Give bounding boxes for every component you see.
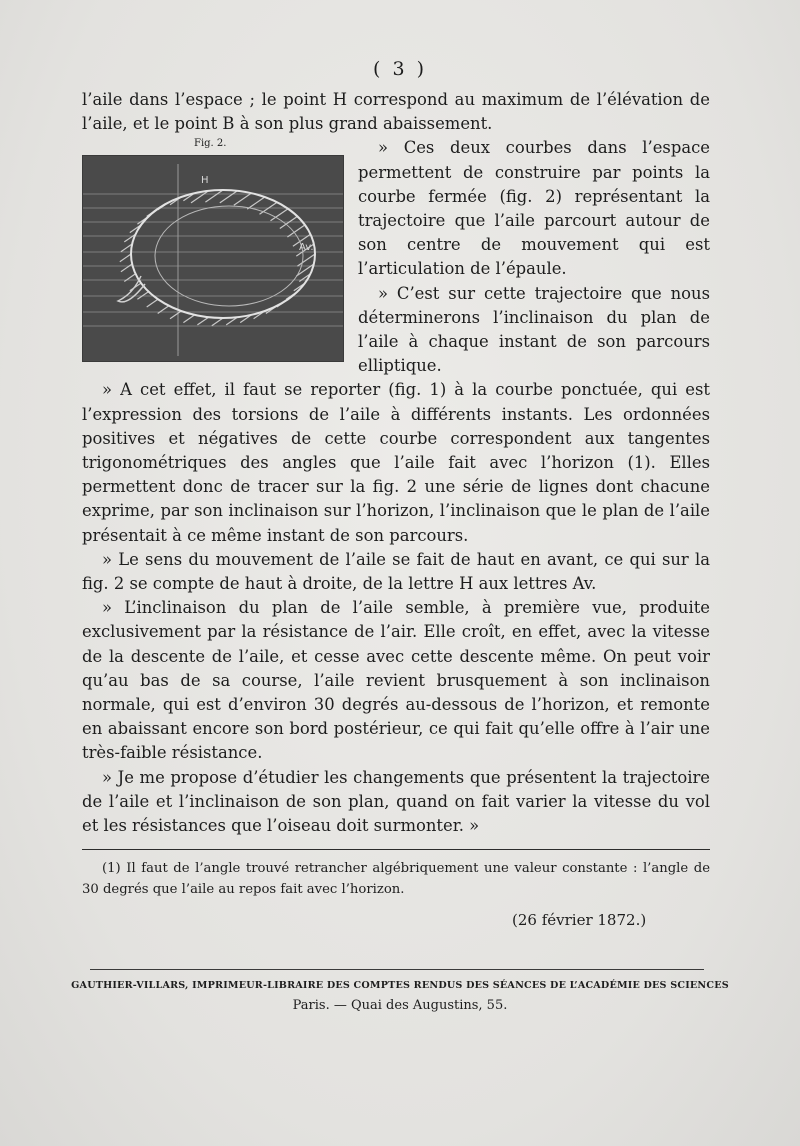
- imprint-divider: [90, 969, 704, 970]
- figure-2: [82, 136, 346, 362]
- date-line: (26 février 1872.): [512, 911, 647, 929]
- footnote: (1) Il faut de l’angle trouvé retrancher algébriquement une valeur constante : l’angle de 30 degrés que l’aile au repos fait avec l’horizon.: [82, 861, 710, 897]
- paragraph-4: » A cet effet, il faut se reporter (fig. 1) à la courbe ponctuée, qui est l’expression des torsions de l’aile à différents instants. Les ordonnées positives et négatives de cette courbe correspondent aux tangentes trigonométriques des angles que l’aile fait avec l’horizon (1). Elles permettent donc de tracer sur la fig. 2 une série de lignes dont chacune exprime, par son inclinaison sur l’horizon, l’inclinaison que le plan de l’aile présentait à ce même instant de son parcours.: [82, 380, 710, 545]
- hatch-stroke: [147, 300, 158, 308]
- hatch-stroke: [197, 318, 208, 326]
- hatch-stroke: [234, 194, 252, 206]
- hatch-stroke: [220, 191, 238, 203]
- hatch-stroke: [183, 315, 194, 323]
- hatch-stroke: [137, 292, 148, 300]
- figure-letter-av: Av.: [299, 242, 314, 254]
- inner-curve: [155, 206, 303, 306]
- footnote-divider: [82, 849, 710, 850]
- paragraph-6: » L’inclinaison du plan de l’aile semble, à première vue, produite exclusivement par la résistance de l’air. Elle croît, en effet, avec la vitesse de la descente de l’aile, et cesse avec cette descente même. On peut voir qu’au bas de sa course, l’aile revient brusquement à son inclinaison normale, qui est d’environ 30 degrés au-dessous de l’horizon, et remonte en abaissant encore son bord postérieur, ce qui fait qu’elle offre à l’air une très-faible résistance.: [82, 598, 710, 763]
- figure-letter-h: H: [201, 175, 209, 187]
- paragraph-3: » C’est sur cette trajectoire que nous déterminerons l’inclinaison du plan de l’aile à chaque instant de son parcours elliptique.: [358, 283, 710, 376]
- hatch-stroke: [247, 197, 265, 209]
- hatch-stroke: [212, 318, 223, 326]
- paragraph-5: » Le sens du mouvement de l’aile se fait de haut en avant, ce qui sur la fig. 2 se compte de haut à droite, de la lettre H aux lettres Av.: [82, 549, 710, 594]
- page-number: ( 3 ): [373, 58, 427, 80]
- main-text: [82, 88, 710, 838]
- printer-imprint: GAUTHIER-VILLARS, IMPRIMEUR-LIBRAIRE DES COMPTES RENDUS DES SÉANCES DE L’ACADÉMIE DES SCIENCES: [71, 980, 729, 991]
- hatch-stroke: [120, 254, 131, 262]
- printer-address: Paris. — Quai des Augustins, 55.: [292, 998, 508, 1013]
- trajectory-curve: [131, 190, 315, 318]
- paragraph-2: » Ces deux courbes dans l’espace permettent de construire par points la courbe fermée (fig. 2) représentant la trajectoire que l’aile parcourt autour de son centre de mouvement qui est l’articulation de l’épaule.: [358, 138, 710, 279]
- figure-image: [82, 155, 344, 362]
- hatch-stroke: [121, 264, 132, 272]
- paragraph-7: » Je me propose d’étudier les changements que présentent la trajectoire de l’aile et l’inclinaison de son plan, quand on fait varier la vitesse du vol et les résistances que l’oiseau doit surmonter. »: [82, 767, 710, 836]
- figure-label: Fig. 2.: [194, 138, 227, 150]
- paragraph-1: l’aile dans l’espace ; le point H correspond au maximum de l’élévation de l’aile, et le point B à son plus grand abaissement.: [82, 90, 710, 134]
